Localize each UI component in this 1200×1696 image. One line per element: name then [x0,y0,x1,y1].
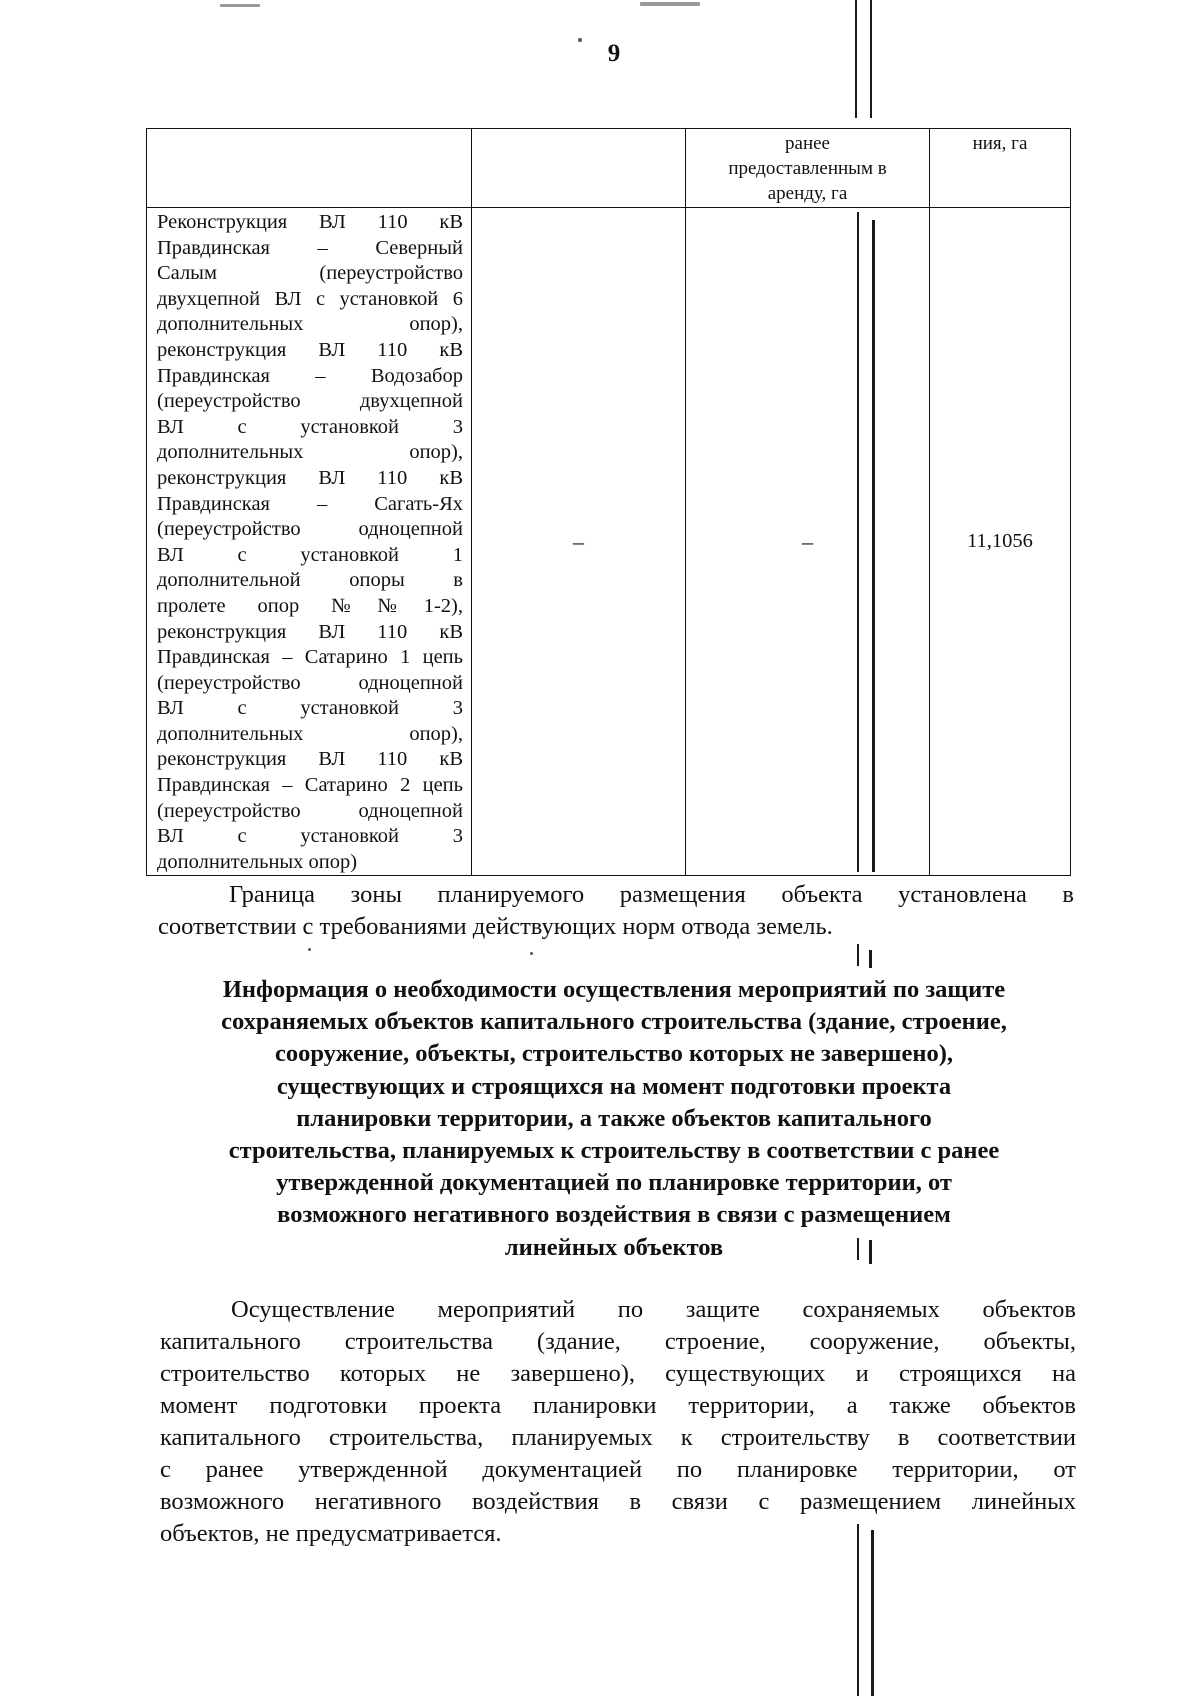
area-value-cell: 11,1056 [930,208,1071,876]
protection-measures-paragraph [160,1294,1076,1550]
scan-artifact-line [857,944,859,966]
description-line: ВЛ с установкой 3 [157,415,463,438]
description-line: ВЛ с установкой 1 [157,543,463,566]
value-cell-3: – [686,208,930,876]
table-row [147,208,1071,876]
heading-line: возможного негативного воздействия в связи с размещением [277,1201,951,1229]
paragraph-line: соответствии с требованиями действующих норм отвода земель. [158,913,833,940]
page-number: 9 [607,40,621,67]
heading-line: существующих и строящихся на момент подготовки проекта [276,1072,952,1100]
description-line: Правдинская – Сатарино 2 цепь [157,774,463,797]
description-line: дополнительных опор), [157,722,463,745]
table-header-row [147,129,1071,208]
header-cell-leased-area [686,129,930,208]
header-cell-area-ha [930,129,1071,208]
scan-artifact-line [869,950,872,968]
description-line: дополнительных опор), [157,313,463,336]
header-text-line: ранее [785,133,830,154]
heading-line: Информация о необходимости осуществления мероприятий по защите [222,976,1006,1003]
scan-speck [530,952,533,955]
description-line: Салым (переустройство [157,262,463,285]
description-line: (переустройство одноцепной [157,671,463,694]
description-line: Правдинская – Сагать-Ях [157,492,463,515]
header-cell-2 [472,129,686,208]
paragraph-line: капитального строительства, планируемых к строительству в соответствии [160,1424,1076,1451]
header-text-line: ния, га [972,133,1028,154]
heading-line: линейных объектов [504,1233,724,1261]
description-line: реконструкция ВЛ 110 кВ [157,748,463,771]
paragraph-line: с ранее утвержденной документацией по планировке территории, от [160,1456,1076,1483]
description-line: Правдинская – Водозабор [157,364,463,387]
zone-boundary-paragraph [158,879,1074,943]
description-line: реконструкция ВЛ 110 кВ [157,466,463,489]
paragraph-line: момент подготовки проекта планировки территории, а также объектов [160,1392,1076,1419]
value-cell-2: – [472,208,686,876]
paragraph-line: возможного негативного воздействия в связи с размещением линейных [160,1488,1076,1515]
paragraph-line: капитального строительства (здание, строение, сооружение, объекты, [160,1328,1076,1355]
section-heading [140,974,1088,1264]
description-line: Реконструкция ВЛ 110 кВ [157,211,463,233]
heading-line: сохраняемых объектов капитального строительства (здание, строение, [221,1008,1007,1036]
description-line: (переустройство двухцепной [157,390,463,413]
description-line: Правдинская – Сатарино 1 цепь [157,646,463,669]
scan-speck [640,2,700,6]
scan-artifact-line [871,1530,874,1696]
paragraph-line: Осуществление мероприятий по защите сохраняемых объектов [231,1296,1076,1323]
paragraph-line: Граница зоны планируемого размещения объекта установлена в [229,881,1074,908]
description-line: Правдинская – Северный [157,236,463,259]
description-line: ВЛ с установкой 3 [157,825,463,848]
description-line: (переустройство одноцепной [157,799,463,822]
description-line: ВЛ с установкой 3 [157,697,463,720]
description-line: дополнительной опоры в [157,569,463,592]
description-line: реконструкция ВЛ 110 кВ [157,620,463,643]
heading-line: строительства, планируемых к строительству в соответствии с ранее [228,1136,1000,1164]
description-line: дополнительных опор) [157,850,358,873]
description-line: реконструкция ВЛ 110 кВ [157,338,463,361]
header-text-line: предоставленным в [728,158,887,179]
land-allocation-table [146,128,1071,876]
header-text-line: аренду, га [767,183,848,204]
object-description-cell [147,208,472,876]
heading-line: сооружение, объекты, строительство которых не завершено), [275,1040,953,1068]
heading-line: планировки территории, а также объектов капитального [296,1104,932,1132]
scan-speck [308,948,311,951]
description-line: (переустройство одноцепной [157,518,463,541]
paragraph-line: объектов, не предусматривается. [160,1520,502,1547]
description-line: пролете опор №№1-2), [157,594,463,617]
description-line: дополнительных опор), [157,441,463,464]
heading-line: утвержденной документацией по планировке территории, от [276,1169,952,1197]
header-cell-1 [147,129,472,208]
scan-speck [220,4,260,7]
description-line: двухцепной ВЛ с установкой 6 [157,287,463,310]
paragraph-line: строительство которых не завершено), существующих и строящихся на [160,1360,1076,1387]
